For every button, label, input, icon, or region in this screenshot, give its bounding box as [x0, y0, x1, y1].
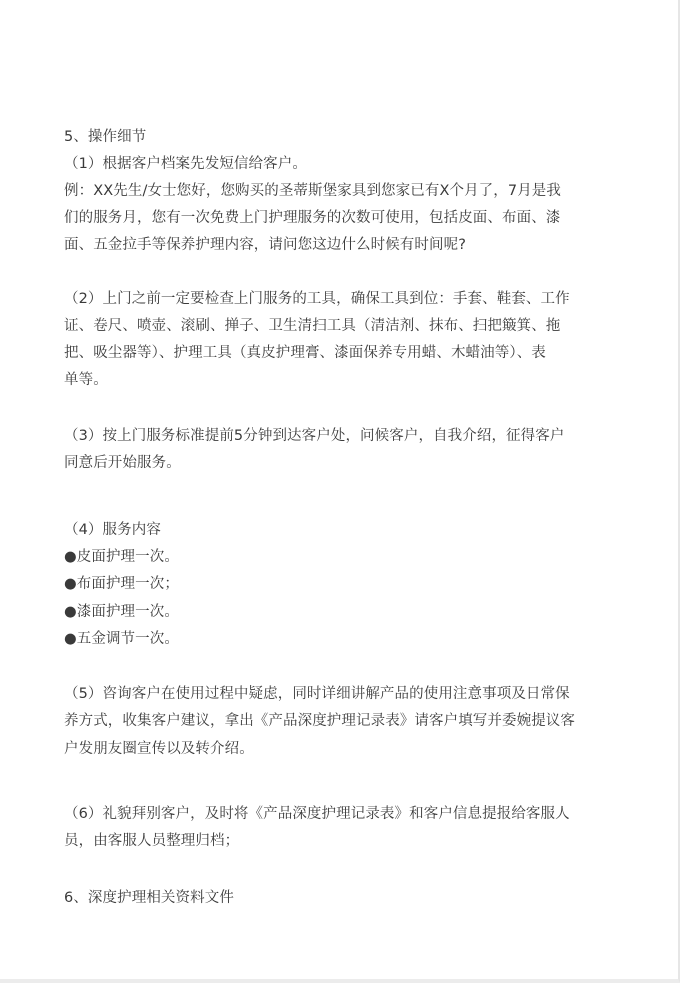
step-2-text: 把、吸尘器等）、护理工具（真皮护理膏、漆面保养专用蜡、木蜡油等）、表 [64, 345, 546, 361]
step-4-text: （4）服务内容 [64, 522, 161, 538]
step-6-text: （6）礼貌拜别客户，及时将《产品深度护理记录表》和客户信息提报给客服人 [64, 806, 570, 822]
step-6-text: 员，由客服人员整理归档； [64, 833, 240, 849]
step-5-text: 养方式，收集客户建议，拿出《产品深度护理记录表》请客户填写并委婉提议客 [64, 713, 575, 729]
service-list-item: ●皮面护理一次。 [64, 549, 179, 565]
step-1-text: （1）根据客户档案先发短信给客户。 [64, 156, 307, 172]
section-heading-6: 6、深度护理相关资料文件 [64, 890, 234, 906]
example-text-line: 例：XX先生/女士您好，您购买的圣蒂斯堡家具到您家已有X个月了，7月是我 [64, 183, 562, 199]
service-list-item: ●五金调节一次。 [64, 631, 179, 647]
section-heading-5: 5、操作细节 [64, 129, 147, 145]
service-list-item: ●布面护理一次； [64, 576, 179, 592]
service-list-item: ●漆面护理一次。 [64, 604, 179, 620]
step-5-text: （5）咨询客户在使用过程中疑虑，同时详细讲解产品的使用注意事项及日常保 [64, 686, 570, 702]
example-text-line: 们的服务月，您有一次免费上门护理服务的次数可使用，包括皮面、布面、漆 [64, 210, 561, 226]
example-text-line: 面、五金拉手等保养护理内容，请问您这边什么时候有时间呢? [64, 237, 466, 253]
step-3-text: 同意后开始服务。 [64, 455, 181, 471]
step-2-text: 证、卷尺、喷壶、滚刷、掸子、卫生清扫工具（清洁剂、抹布、扫把簸箕、拖 [64, 318, 561, 334]
step-2-text: 单等。 [64, 372, 108, 388]
step-5-text: 户发朋友圈宣传以及转介绍。 [64, 741, 254, 757]
step-2-text: （2）上门之前一定要检查上门服务的工具，确保工具到位：手套、鞋套、工作 [64, 291, 570, 307]
step-3-text: （3）按上门服务标准提前5分钟到达客户处，问候客户，自我介绍，征得客户 [64, 428, 565, 444]
